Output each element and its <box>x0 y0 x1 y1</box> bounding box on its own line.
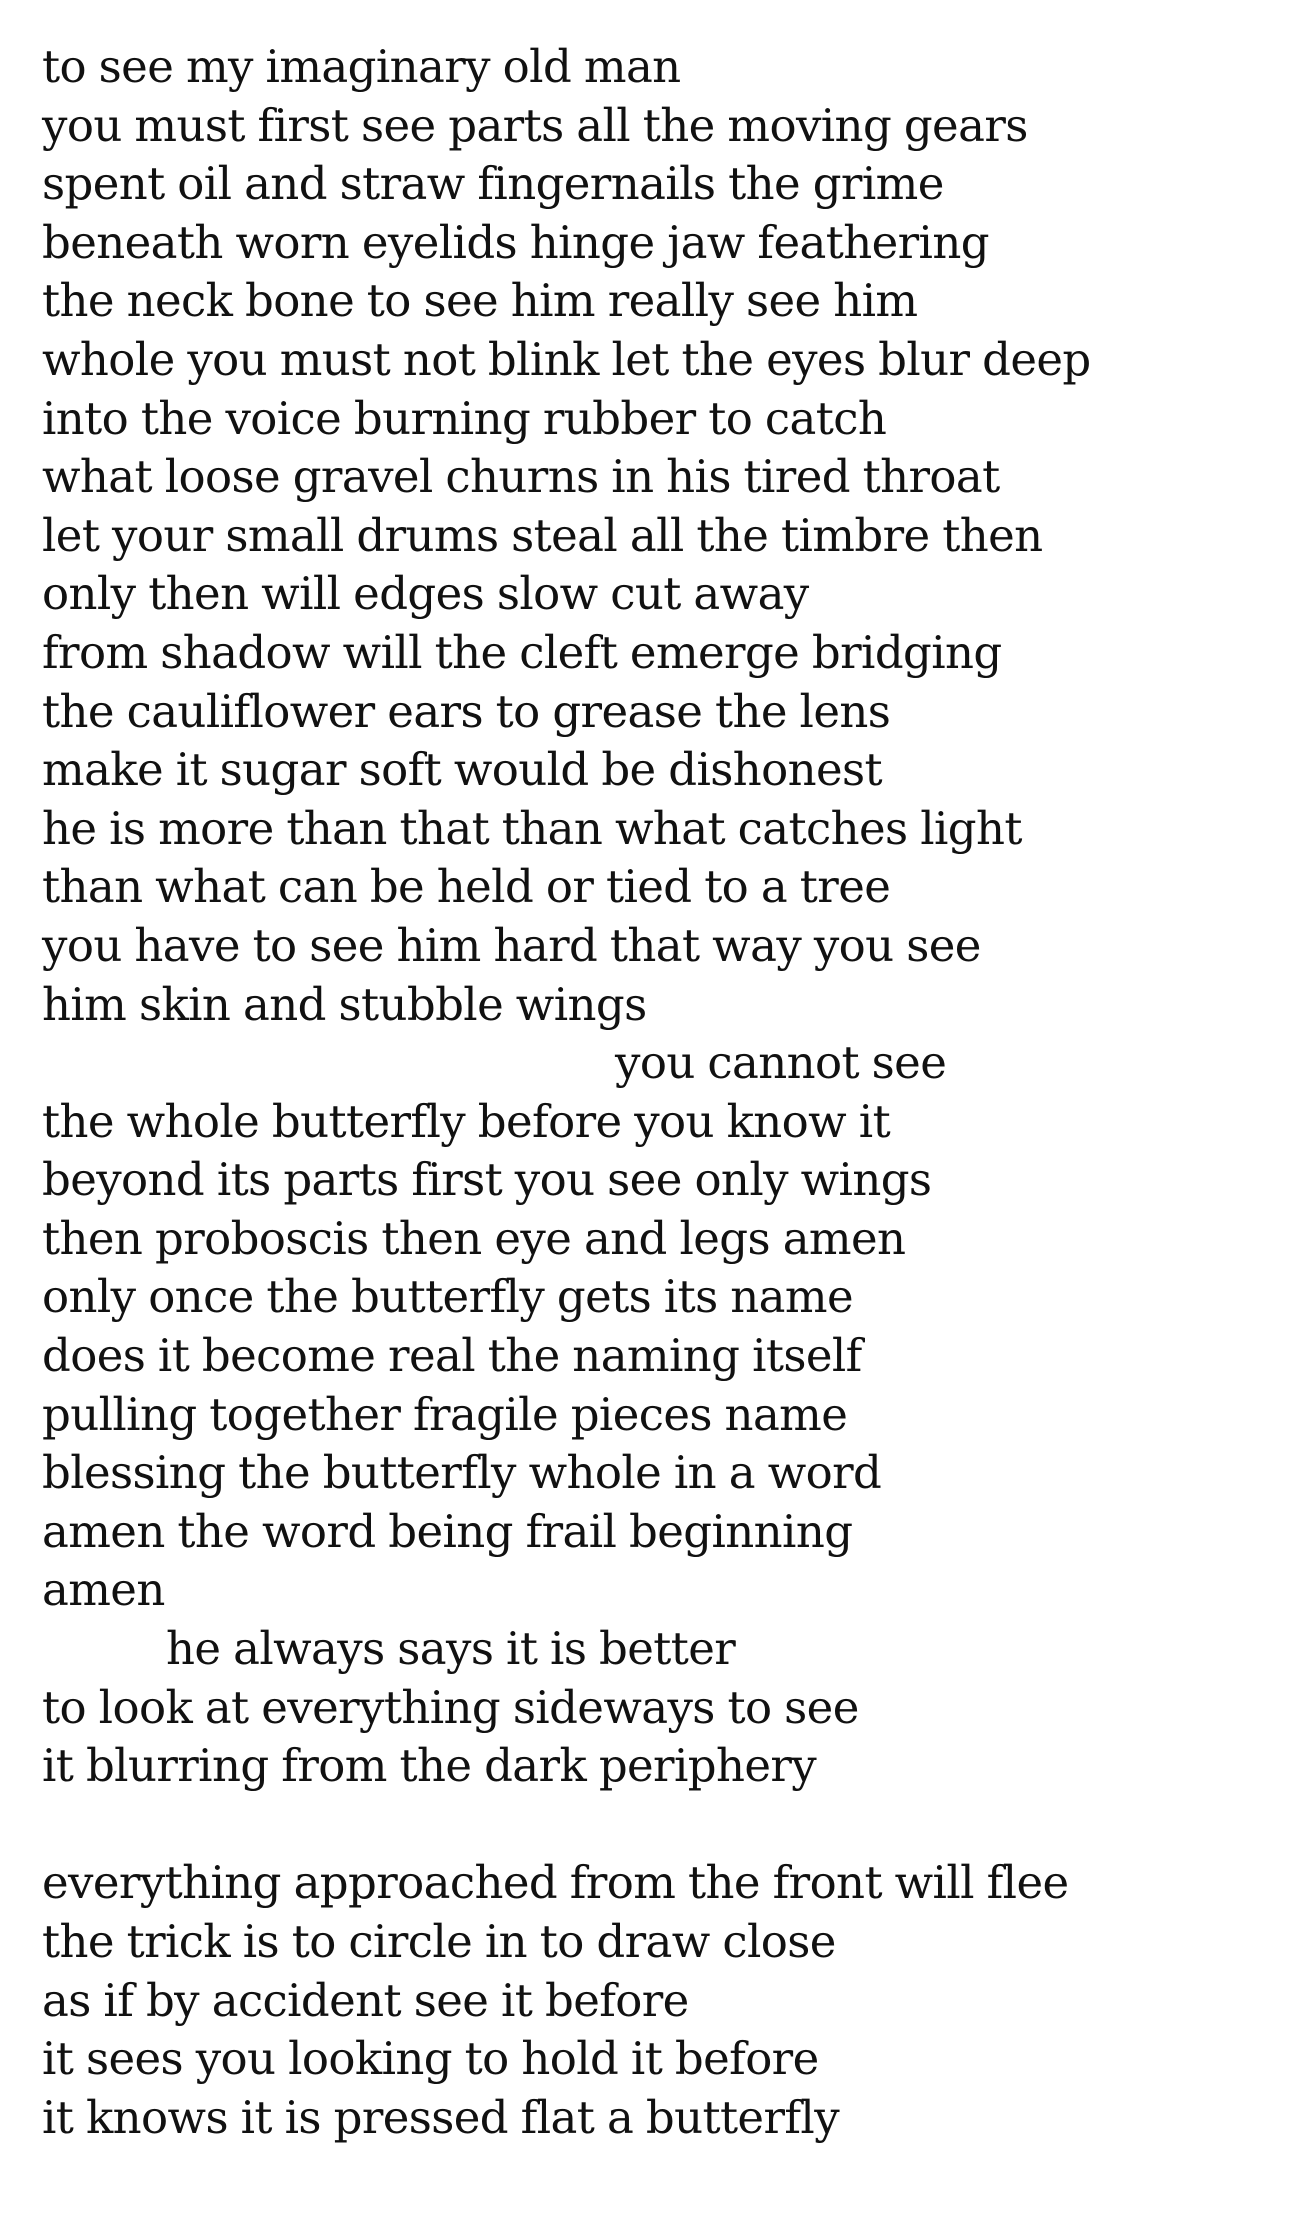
poem-line-18: you cannot see <box>615 1036 947 1090</box>
poem-line-22: only once the butterfly gets its name <box>42 1270 853 1324</box>
poem-line-17: him skin and stubble wings <box>42 977 647 1031</box>
poem-line-27: amen <box>42 1563 165 1617</box>
poem-line-26: amen the word being frail beginning <box>42 1504 853 1558</box>
poem-line-3: spent oil and straw fingernails the grime <box>42 157 944 211</box>
poem-line-30: it blurring from the dark periphery <box>42 1739 817 1793</box>
poem-line-10: only then will edges slow cut away <box>42 567 809 621</box>
poem-line-6: whole you must not blink let the eyes blur deep <box>42 332 1091 386</box>
poem-line-29: to look at everything sideways to see <box>42 1680 859 1734</box>
poem-line-4: beneath worn eyelids hinge jaw feathering <box>42 215 989 269</box>
poem-line-16: you have to see him hard that way you see <box>42 918 981 972</box>
poem-line-1: to see my imaginary old man <box>42 40 681 93</box>
poem-line-11: from shadow will the cleft emerge bridging <box>42 625 1002 679</box>
poem-text <box>42 38 1282 2147</box>
poem-line-7: into the voice burning rubber to catch <box>42 391 887 445</box>
poem-line-13: make it sugar soft would be dishonest <box>42 743 883 797</box>
poem-line-5: the neck bone to see him really see him <box>42 274 918 328</box>
poem-line-24: pulling together fragile pieces name <box>42 1387 848 1441</box>
poem-line-33: as if by accident see it before <box>42 1973 689 2027</box>
poem-line-31: everything approached from the front will flee <box>42 1856 1069 1910</box>
poem-line-2: you must first see parts all the moving gears <box>42 98 1028 152</box>
poem-line-25: blessing the butterfly whole in a word <box>42 1446 882 1500</box>
poem-line-21: then proboscis then eye and legs amen <box>42 1211 906 1265</box>
poem-line-34: it sees you looking to hold it before <box>42 2032 819 2086</box>
poem-line-14: he is more than that than what catches light <box>42 801 1022 855</box>
poem-line-20: beyond its parts first you see only wings <box>42 1153 932 1207</box>
poem-line-19: the whole butterfly before you know it <box>42 1094 891 1148</box>
poem-line-15: than what can be held or tied to a tree <box>42 860 891 914</box>
stanza-break <box>42 1796 1282 1855</box>
poem-line-12: the cauliflower ears to grease the lens <box>42 684 891 738</box>
poem-line-28: he always says it is better <box>166 1622 736 1676</box>
poem-line-9: let your small drums steal all the timbre then <box>42 508 1043 562</box>
poem-line-35: it knows it is pressed flat a butterfly <box>42 2090 840 2144</box>
poem-line-8: what loose gravel churns in his tired throat <box>42 450 1000 504</box>
poem-line-32: the trick is to circle in to draw close <box>42 1915 836 1968</box>
poem-line-23: does it become real the naming itself <box>42 1329 862 1383</box>
